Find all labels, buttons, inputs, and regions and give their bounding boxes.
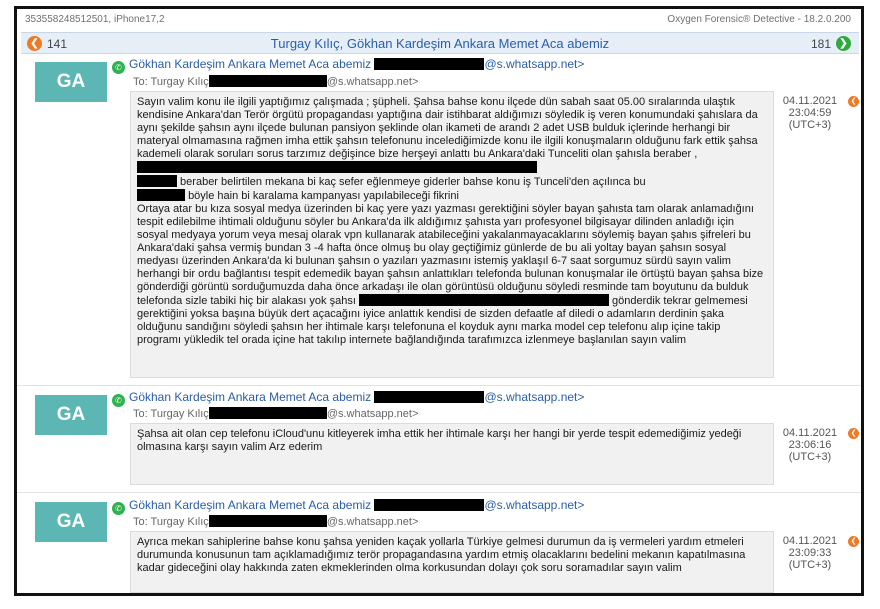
message-date: 04.11.2021: [782, 535, 838, 547]
recipient-address: @s.whatsapp.net>: [326, 76, 419, 88]
message-bubble: [130, 91, 774, 378]
redaction-box: [137, 189, 185, 201]
whatsapp-icon: ✆: [112, 502, 125, 515]
divider: [17, 492, 861, 493]
redaction-box: [209, 515, 327, 527]
previous-arrow-icon[interactable]: ❮: [27, 36, 42, 51]
message-text: Ayrıca mekan sahiplerine bahse konu şahsa yeniden kaçak yollarla Türkiye gelmesi durumun da iş vermeleri yardım etmeleri durumunda konusunun tam açıklamadığımız terör propagandasına yardım etmiş olacaklarını bedelini mekanın kapatılmasına kadar gideceğini olay hakkında zaten ekmeklerinden olma korkusundan dolayı çok soru soramadılar sayın valim: [137, 536, 746, 574]
incoming-arrow-icon: ❮: [848, 96, 859, 107]
sender-name: Gökhan Kardeşim Ankara Memet Aca abemiz: [129, 498, 372, 512]
avatar: GA: [35, 502, 107, 542]
next-arrow-icon[interactable]: ❯: [836, 36, 851, 51]
message-text: Sayın valim konu ile ilgili yaptığımız çalışmada ; şüpheli. Şahsa bahse konu ilçede dün sabah saat 05.00 sıralarında ulaştık kendisine Ankara'dan Terör örgütü propagandası yaptığına dair istihbarat aldığımızı söyledik iş veren konumundaki şahıslara da aynı şekilde şahsın aynı ilçede bulunan pansiyon şeklinde olan ikameti de arandı 2 adet USB bulduk içlerinde herhangi bir materyal olmamasına rağmen imha ettik şahsın telefonunu incelediğimizde konu ile ilgili konuşmaların olduğunu fark ettik şahsa kademeli olarak soruları sorus tarzımız değişince bize herşeyi anlattı bu Ankara'daki Tunceliti olan şahısla beraber ,: [137, 96, 758, 160]
conversation-title: Turgay Kılıç, Gökhan Kardeşim Ankara Memet Aca abemiz: [270, 36, 610, 51]
timestamp: [775, 535, 857, 571]
sender-line: [112, 57, 584, 74]
sender-line: [112, 390, 584, 407]
sender-name: Gökhan Kardeşim Ankara Memet Aca abemiz: [129, 57, 372, 71]
sender-line: [112, 498, 584, 515]
status-bar: [17, 9, 861, 31]
avatar: GA: [35, 395, 107, 435]
recipient-label: To: Turgay Kılıç: [133, 516, 209, 528]
message-text: böyle hain bi karalama kampanyası yapılabileceği fikrini Ortaya atar bu kıza sosyal medya üzerinden bi kaç yere yazı yazması gerektiğini söyler bayan şahısta tam olarak anlamadığını tespit edilebilme ihtimali olduğunu söyler bu Ankara'da ilk aldığımız şahısta yarı profesyonel bilgisayar dilinden anladığı için sosyal medyaya yorum veya mesaj olarak vpn kullanarak atabileceğini yakalanmayacaklarını söylemiş bayan şahıs şifreleri bu Ankara'daki şahsa vermiş bundan 3 -4 hafta önce olmuş bu olay geçtiğimiz günlerde de bu ali yoltay bayan şahsın sosyal medyası üzerinden Ankara'da ki bulunan şahsın o yazıları yazmasını istemiş yaklaşıl 6-7 saat sorgumuz sürdü sayın valim herhangi bir ordu bağlantısı tespit edemedik bayan şahsın anlattıkları telefonda bulunan konuşmalar ile örtüştü bayan şahsa bize gönderdiği görüntü sorduğumuzda daha önce arkadaşı ile olan görüntüsü olduğunu söyledi resminde tam boyutunu da bulduk telefonda sizle tabiki hiç bir alakası yok şahsı: [137, 190, 764, 307]
timestamp: [775, 95, 857, 131]
redaction-box: [359, 294, 609, 306]
divider: [17, 385, 861, 386]
next-count: 181: [810, 37, 831, 51]
redaction-box: [374, 58, 484, 70]
recipient-label: To: Turgay Kılıç: [133, 76, 209, 88]
whatsapp-icon: ✆: [112, 394, 125, 407]
previous-count: 141: [47, 37, 68, 51]
message-bubble: [130, 531, 774, 593]
forensic-chat-view: [14, 6, 864, 596]
whatsapp-icon: ✆: [112, 61, 125, 74]
message-text: gönderdik tekrar gelmemesi gerektiğini yoksa başına büyük dert açacağını iyice anlattık kendisi de sizden defaatle af diledi o adamların derdinin şaka olduğunu sandığını söyledi şahsın her ihtimale karşı telefonuna el koyduk aynı marka model cep telefonu alıp içine takip programı yükledik tel orada içine hat takılıp internete bağlandığında tarafımızca izlenmeye başlanılan sayın valim: [137, 295, 748, 346]
recipient-line: [133, 407, 418, 420]
redaction-box: [374, 391, 484, 403]
sender-address: @s.whatsapp.net>: [484, 390, 585, 404]
incoming-arrow-icon: ❮: [848, 536, 859, 547]
conversation-header: [21, 32, 859, 54]
redaction-box: [137, 175, 177, 187]
redaction-box: [209, 75, 327, 87]
incoming-arrow-icon: ❮: [848, 428, 859, 439]
recipient-address: @s.whatsapp.net>: [326, 408, 419, 420]
recipient-line: [133, 75, 418, 88]
sender-address: @s.whatsapp.net>: [484, 498, 585, 512]
message-bubble: [130, 423, 774, 485]
sender-name: Gökhan Kardeşim Ankara Memet Aca abemiz: [129, 390, 372, 404]
sender-address: @s.whatsapp.net>: [484, 57, 585, 71]
message-time: 23:04:59: [788, 107, 832, 119]
message-text: beraber belirtilen mekana bi kaç sefer eğlenmeye giderler bahse konu iş Tunceli'den açılınca bu: [177, 176, 646, 188]
message-timezone: (UTC+3): [788, 451, 832, 463]
message-time: 23:06:16: [788, 439, 832, 451]
recipient-line: [133, 515, 418, 528]
message-timezone: (UTC+3): [788, 119, 832, 131]
redaction-box: [374, 499, 484, 511]
message-time: 23:09:33: [788, 547, 832, 559]
redaction-box: [209, 407, 327, 419]
recipient-address: @s.whatsapp.net>: [326, 516, 419, 528]
message-text: Şahsa ait olan cep telefonu iCloud'unu kitleyerek imha ettik her ihtimale karşı her hangi bir yerde tespit edemediğimiz yedeği olmasına karşı sayın valim Arz ederim: [137, 428, 742, 453]
timestamp: [775, 427, 857, 463]
message-date: 04.11.2021: [782, 427, 838, 439]
app-version: Oxygen Forensic® Detective - 18.2.0.200: [667, 14, 851, 25]
recipient-label: To: Turgay Kılıç: [133, 408, 209, 420]
message-date: 04.11.2021: [782, 95, 838, 107]
device-info: 353558248512501, iPhone17,2: [25, 14, 165, 25]
message-timezone: (UTC+3): [788, 559, 832, 571]
avatar: GA: [35, 62, 107, 102]
redaction-box: [137, 161, 537, 173]
